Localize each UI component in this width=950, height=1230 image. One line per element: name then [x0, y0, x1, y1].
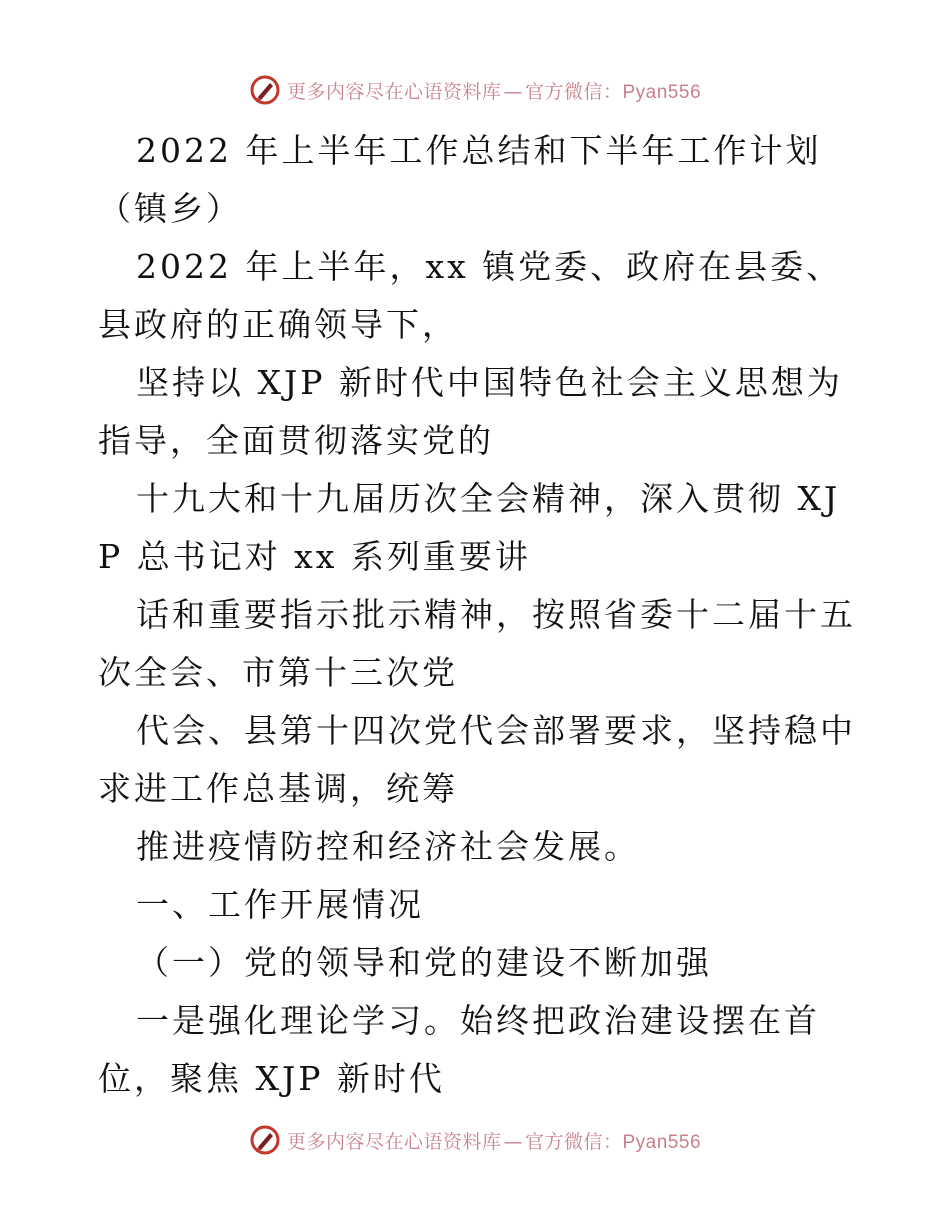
document-body: [98, 122, 858, 1108]
watermark-wechat-label: 官方微信：: [524, 80, 623, 103]
paragraph-6: 推进疫情防控和经济社会发展。: [136, 827, 640, 866]
paragraph-2: 坚持以 XJP 新时代中国特色社会主义思想为指导，全面贯彻落实党的: [98, 363, 843, 460]
watermark-site: 更多内容尽在心语资料库: [286, 1130, 502, 1153]
document-title: 2022 年上半年工作总结和下半年工作计划（镇乡）: [98, 131, 822, 228]
watermark-footer: [0, 1120, 950, 1160]
paragraph-4: 话和重要指示批示精神，按照省委十二届十五次全会、市第十三次党: [98, 595, 856, 692]
paragraph-3: 十九大和十九届历次全会精神，深入贯彻 XJP 总书记对 xx 系列重要讲: [98, 479, 841, 576]
pen-circle-logo-icon: [249, 1124, 281, 1156]
watermark-wechat-label: 官方微信：: [524, 1130, 623, 1153]
watermark-header: [0, 70, 950, 110]
paragraph-5: 代会、县第十四次党代会部署要求，坚持稳中求进工作总基调，统筹: [98, 711, 856, 808]
watermark-text: [287, 1127, 701, 1154]
watermark-text: [287, 77, 701, 104]
watermark-separator: —: [503, 1130, 523, 1153]
watermark-wechat-id: Pyan556: [622, 1131, 702, 1153]
pen-circle-logo-icon: [249, 74, 281, 106]
paragraph-9: 一是强化理论学习。始终把政治建设摆在首位，聚焦 XJP 新时代: [98, 1001, 820, 1098]
watermark-separator: —: [503, 80, 523, 103]
section-heading: 一、工作开展情况: [136, 885, 424, 924]
subsection-heading: （一）党的领导和党的建设不断加强: [136, 943, 712, 982]
watermark-wechat-id: Pyan556: [622, 81, 702, 103]
watermark-site: 更多内容尽在心语资料库: [286, 80, 502, 103]
paragraph-1: 2022 年上半年，xx 镇党委、政府在县委、县政府的正确领导下，: [98, 247, 843, 344]
